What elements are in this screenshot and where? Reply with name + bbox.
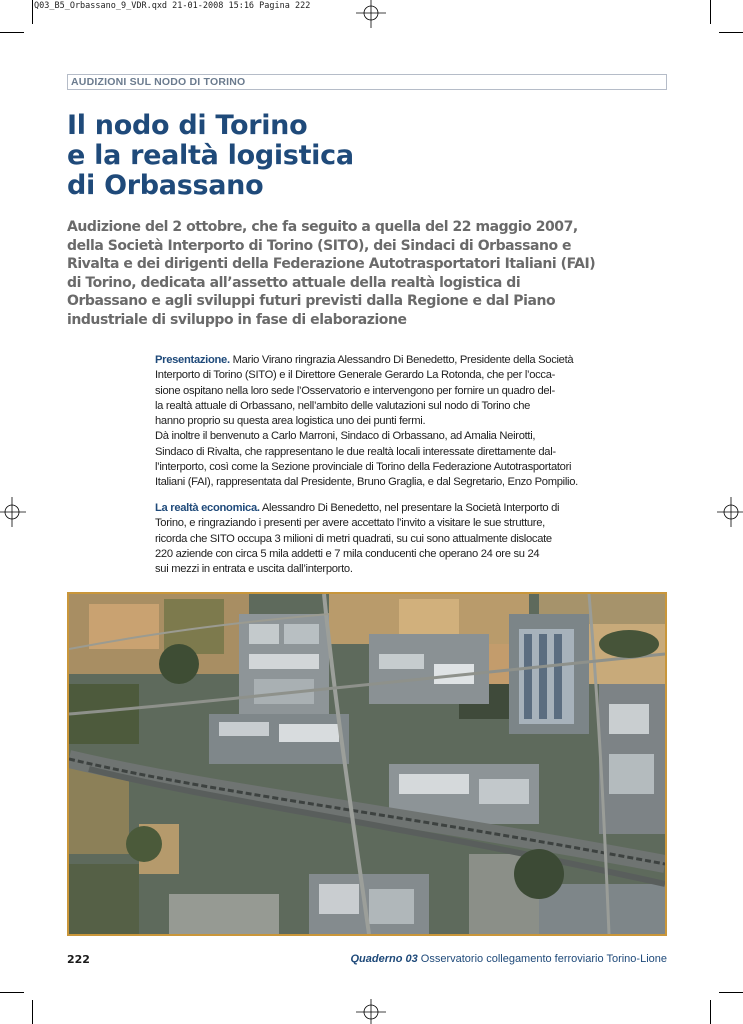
- crop-mark: [0, 32, 24, 33]
- section-label: AUDIZIONI SUL NODO DI TORINO: [67, 74, 667, 90]
- body-line: 220 aziende con circa 5 mila addetti e 7 mila conducenti che operano 24 ore su 24: [155, 547, 540, 560]
- lead-line: della Società Interporto di Torino (SITO), dei Sindaci di Orbassano e: [67, 237, 572, 254]
- body-line: sui mezzi in entrata e uscita dall’interporto.: [155, 563, 353, 576]
- series-title: Osservatorio collegamento ferroviario Torino-Lione: [417, 953, 667, 965]
- body-line: sione ospitano nella loro sede l’Osservatorio e intervengono per fornire un quadro del-: [155, 384, 555, 397]
- lead-line: di Torino, dedicata all’assetto attuale della realtà logistica di: [67, 274, 521, 291]
- registration-mark-icon: [715, 497, 743, 527]
- body-text: Mario Virano ringrazia Alessandro Di Benedetto, Presidente della Società: [229, 354, 574, 366]
- presentazione-paragraph: [155, 353, 625, 491]
- body-line: Torino, e ringraziando i presenti per avere accettato l’invito a visitare le sue strutture,: [155, 517, 545, 530]
- body-line: [155, 353, 625, 368]
- lead-line: Audizione del 2 ottobre, che fa seguito a quella del 22 maggio 2007,: [67, 219, 578, 235]
- lead-line: Orbassano e agli sviluppi futuri previsti dalla Regione e dal Piano: [67, 293, 556, 310]
- title-line: e la realtà logistica: [67, 140, 354, 171]
- body-line: ricorda che SITO occupa 3 milioni di metri quadrati, su cui sono attualmente dislocate: [155, 532, 552, 545]
- paragraph-label: Presentazione.: [155, 354, 230, 366]
- registration-mark-icon: [0, 497, 28, 527]
- crop-mark: [710, 0, 711, 24]
- body-line: Italiani (FAI), rappresentata dal Presidente, Bruno Graglia, e dal Segretario, Enzo Pompilio.: [155, 476, 578, 489]
- lead-line: Rivalta e dei dirigenti della Federazione Autotrasportatori Italiani (FAI): [67, 256, 596, 273]
- crop-mark: [32, 1000, 33, 1024]
- registration-mark-icon: [356, 997, 386, 1024]
- paragraph-label: La realtà economica.: [155, 502, 260, 514]
- crop-mark: [719, 992, 743, 993]
- page-title: [67, 111, 627, 201]
- body-line: hanno proprio su questa area logistica uno dei punti fermi.: [155, 415, 426, 428]
- registration-mark-icon: [356, 0, 386, 30]
- aerial-photo: [67, 592, 667, 936]
- file-slug: Q03_B5_Orbassano_9_VDR.qxd 21-01-2008 15:16 Pagina 222: [34, 1, 311, 11]
- lead-paragraph: [67, 218, 607, 330]
- title-line: Il nodo di Torino: [67, 110, 308, 141]
- crop-mark: [719, 32, 743, 33]
- aerial-photo-drawing: [69, 594, 665, 934]
- body-line: Interporto di Torino (SITO) e il Direttore Generale Gerardo La Rotonda, che per l’occa-: [155, 369, 556, 382]
- body-line: la realtà attuale di Orbassano, nell’ambito delle valutazioni sul nodo di Torino che: [155, 399, 531, 412]
- page-number: 222: [67, 953, 90, 966]
- quaderno-label: Quaderno 03: [350, 953, 418, 965]
- body-line: [155, 501, 625, 516]
- running-footer: [350, 953, 667, 965]
- body-line: Sindaco di Rivalta, che rappresentano le due realtà locali interessate direttamente dal-: [155, 445, 556, 458]
- realta-economica-paragraph: [155, 501, 625, 577]
- body-line: Dà inoltre il benvenuto a Carlo Marroni, Sindaco di Orbassano, ad Amalia Neirotti,: [155, 430, 536, 443]
- crop-mark: [0, 992, 24, 993]
- crop-mark: [32, 0, 33, 24]
- lead-line: industriale di sviluppo in fase di elaborazione: [67, 311, 407, 328]
- title-line: di Orbassano: [67, 170, 264, 201]
- body-text: Alessandro Di Benedetto, nel presentare la Società Interporto di: [259, 502, 560, 514]
- crop-mark: [710, 1000, 711, 1024]
- body-line: l’interporto, così come la Sezione provinciale di Torino della Federazione Autotrasportatori: [155, 461, 572, 474]
